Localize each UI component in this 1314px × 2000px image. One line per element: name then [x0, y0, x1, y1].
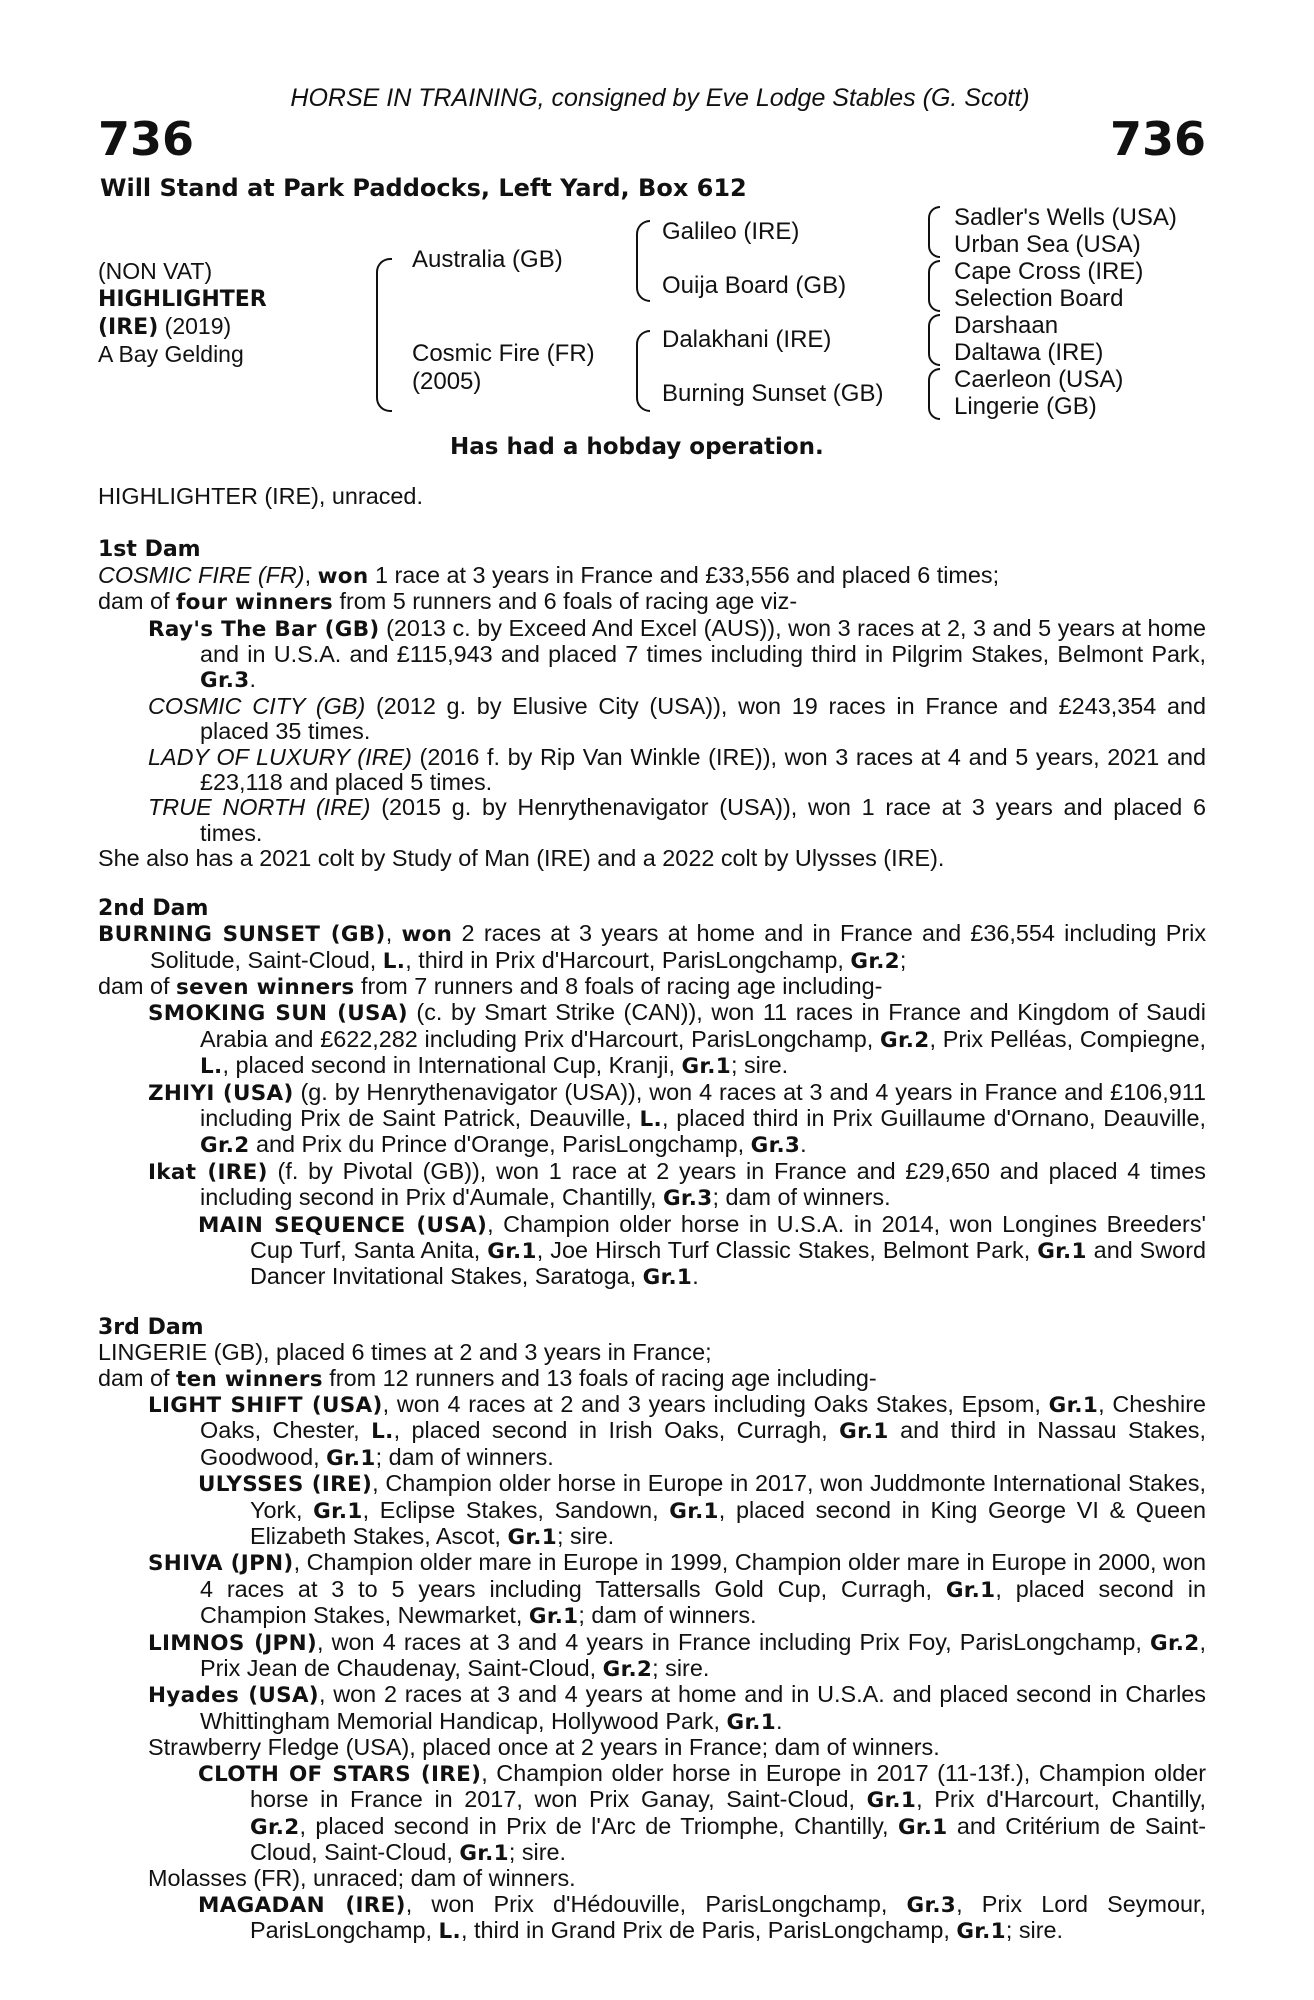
pedigree-paragraph: SHIVA (JPN), Champion older mare in Europe in 1999, Champion older mare in Europe in 2000, won 4 races at 3 to 5 years including Tattersalls Gold Cup, Curragh, Gr.1, placed second in Champion Stakes, Newmarket, Gr.1; dam of winners. [148, 1549, 1206, 1630]
catalogue-body [98, 484, 1206, 1945]
pedigree-paragraph: She also has a 2021 colt by Study of Man (IRE) and a 2022 colt by Ulysses (IRE). [98, 845, 945, 872]
pedigree-paragraph: LIMNOS (JPN), won 4 races at 3 and 4 years in France including Prix Foy, ParisLongchamp, Gr.2, Prix Jean de Chaudenay, Saint-Cloud, Gr.2; sire. [148, 1628, 1207, 1683]
pedigree-brace-sire [636, 220, 650, 302]
section-heading: 1st Dam [98, 537, 201, 563]
pedigree-paragraph: MAGADAN (IRE), won Prix d'Hédouville, ParisLongchamp, Gr.3, Prix Lord Seymour, ParisLongchamp, L., third in Grand Prix de Paris, ParisLongchamp, Gr.1; sire. [198, 1890, 1206, 1945]
pedigree-paragraph: Hyades (USA), won 2 races at 3 and 4 years at home and in U.S.A. and placed second in Charles Whittingham Memorial Handicap, Hollywood Park, Gr.1. [148, 1681, 1207, 1735]
pedigree-paragraph: Ikat (IRE) (f. by Pivotal (GB)), won 1 race at 2 years in France and £29,650 and placed 4 times including second in Prix d'Aumale, Chantilly, Gr.3; dam of winners. [148, 1157, 1206, 1212]
pedigree-paragraph: COSMIC CITY (GB) (2012 g. by Elusive City (USA)), won 19 races in France and £243,354 and placed 35 times. [148, 692, 1206, 745]
pedigree-dam: Cosmic Fire (FR) [412, 340, 595, 367]
pedigree-g3-8: Lingerie (GB) [954, 393, 1097, 420]
dam-sections [98, 537, 1206, 1944]
pedigree-paragraph: ZHIYI (USA) (g. by Henrythenavigator (USA)), won 4 races at 3 and 4 years in France and £106,911 including Prix de Saint Patrick, Deauville, L., placed third in Prix Guillaume d'Ornano, Deauville, Gr.2 and Prix du Prince d'Orange, ParisLongchamp, Gr.3. [148, 1078, 1207, 1159]
horse-year: (2019) [164, 313, 232, 339]
pedigree-paragraph: COSMIC FIRE (FR), won 1 race at 3 years in France and £33,556 and placed 6 times; [98, 561, 1000, 589]
pedigree-g3-7: Caerleon (USA) [954, 366, 1124, 393]
pedigree-g3-3: Cape Cross (IRE) [954, 258, 1144, 285]
horse-description: A Bay Gelding [98, 341, 244, 367]
pedigree-g3-4: Selection Board [954, 285, 1124, 312]
pedigree-paragraph: SMOKING SUN (USA) (c. by Smart Strike (CAN)), won 11 races in France and Kingdom of Saudi Arabia and £622,282 including Prix d'Harcourt, ParisLongchamp, Gr.2, Prix Pelléas, Compiegne, L., placed second in International Cup, Kranji, Gr.1; sire. [148, 999, 1206, 1080]
hobday-note: Has had a hobday operation. [450, 434, 824, 460]
pedigree-g3-2: Urban Sea (USA) [954, 231, 1141, 258]
pedigree-brace-g3-1 [928, 206, 940, 258]
pedigree-paragraph: LADY OF LUXURY (IRE) (2016 f. by Rip Van Winkle (IRE)), won 3 races at 4 and 5 years, 2021 and £23,118 and placed 5 times. [148, 743, 1206, 796]
section-heading: 3rd Dam [98, 1314, 204, 1340]
pedigree-paragraph: Ray's The Bar (GB) (2013 c. by Exceed And Excel (AUS)), won 3 races at 2, 3 and 5 years at home and in U.S.A. and £115,943 and placed 7 times including third in Pilgrim Stakes, Belmont Park, Gr.3. [148, 614, 1206, 694]
pedigree-paragraph: LINGERIE (GB), placed 6 times at 2 and 3 years in France; [98, 1339, 712, 1366]
horse-identity [98, 258, 267, 368]
consignment-line: HORSE IN TRAINING, consigned by Eve Lodge Stables (G. Scott) [290, 84, 1030, 112]
horse-country: (IRE) [98, 315, 159, 340]
pedigree-paragraph: ULYSSES (IRE), Champion older horse in Europe in 2017, won Juddmonte International Stakes, York, Gr.1, Eclipse Stakes, Sandown, Gr.1, placed second in King George VI & Queen Elizabeth Stakes, Ascot, Gr.1; sire. [198, 1470, 1206, 1551]
pedigree-brace-gen1 [376, 258, 392, 412]
pedigree-paragraph: BURNING SUNSET (GB), won 2 races at 3 years at home and in France and £36,554 including Prix Solitude, Saint-Cloud, L., third in Prix d'Harcourt, ParisLongchamp, Gr.2; [98, 920, 1207, 974]
pedigree-paragraph: TRUE NORTH (IRE) (2015 g. by Henrythenavigator (USA)), won 1 race at 3 years and placed 6 times. [148, 794, 1206, 846]
pedigree-sire-dam: Ouija Board (GB) [662, 272, 847, 299]
pedigree-g3-6: Daltawa (IRE) [954, 339, 1104, 366]
horse-name: HIGHLIGHTER [98, 287, 267, 312]
lot-number-right: 736 [1109, 112, 1206, 166]
stand-location: Will Stand at Park Paddocks, Left Yard, Box 612 [100, 174, 747, 202]
pedigree-dam-dam: Burning Sunset (GB) [662, 380, 884, 407]
vat-status: (NON VAT) [98, 258, 213, 284]
pedigree-paragraph: CLOTH OF STARS (IRE), Champion older horse in Europe in 2017 (11-13f.), Champion older horse in France in 2017, won Prix Ganay, Saint-Cloud, Gr.1, Prix d'Harcourt, Chantilly, Gr.2, placed second in Prix de l'Arc de Triomphe, Chantilly, Gr.1 and Critérium de Saint-Cloud, Saint-Cloud, Gr.1; sire. [198, 1759, 1206, 1866]
race-record: HIGHLIGHTER (IRE), unraced. [98, 483, 423, 509]
pedigree-dam-sire: Dalakhani (IRE) [662, 326, 832, 353]
pedigree-paragraph: dam of four winners from 5 runners and 6 foals of racing age viz- [98, 588, 798, 616]
pedigree-paragraph: MAIN SEQUENCE (USA), Champion older horse in U.S.A. in 2014, won Longines Breeders' Cup Turf, Santa Anita, Gr.1, Joe Hirsch Turf Classic Stakes, Belmont Park, Gr.1 and Sword Dancer Invitational Stakes, Saratoga, Gr.1. [198, 1210, 1206, 1291]
pedigree-brace-dam [636, 330, 650, 412]
pedigree-paragraph: dam of ten winners from 12 runners and 13 foals of racing age including- [98, 1364, 877, 1392]
pedigree-sire-sire: Galileo (IRE) [662, 218, 800, 245]
pedigree-g3-1: Sadler's Wells (USA) [954, 204, 1177, 231]
section-heading: 2nd Dam [98, 895, 209, 921]
pedigree-paragraph: Molasses (FR), unraced; dam of winners. [148, 1865, 576, 1892]
pedigree-brace-g3-2 [928, 260, 940, 312]
lot-number-left: 736 [98, 112, 195, 166]
pedigree-dam-year: (2005) [412, 368, 482, 395]
pedigree-brace-g3-4 [928, 368, 940, 420]
pedigree-paragraph: LIGHT SHIFT (USA), won 4 races at 2 and 3 years including Oaks Stakes, Epsom, Gr.1, Cheshire Oaks, Chester, L., placed second in Irish Oaks, Curragh, Gr.1 and third in Nassau Stakes, Goodwood, Gr.1; dam of winners. [148, 1391, 1206, 1471]
pedigree-paragraph: Strawberry Fledge (USA), placed once at 2 years in France; dam of winners. [148, 1734, 940, 1761]
pedigree-paragraph: dam of seven winners from 7 runners and 8 foals of racing age including- [98, 972, 883, 1000]
pedigree-brace-g3-3 [928, 314, 940, 366]
pedigree-sire: Australia (GB) [412, 246, 563, 273]
pedigree-g3-5: Darshaan [954, 312, 1059, 339]
